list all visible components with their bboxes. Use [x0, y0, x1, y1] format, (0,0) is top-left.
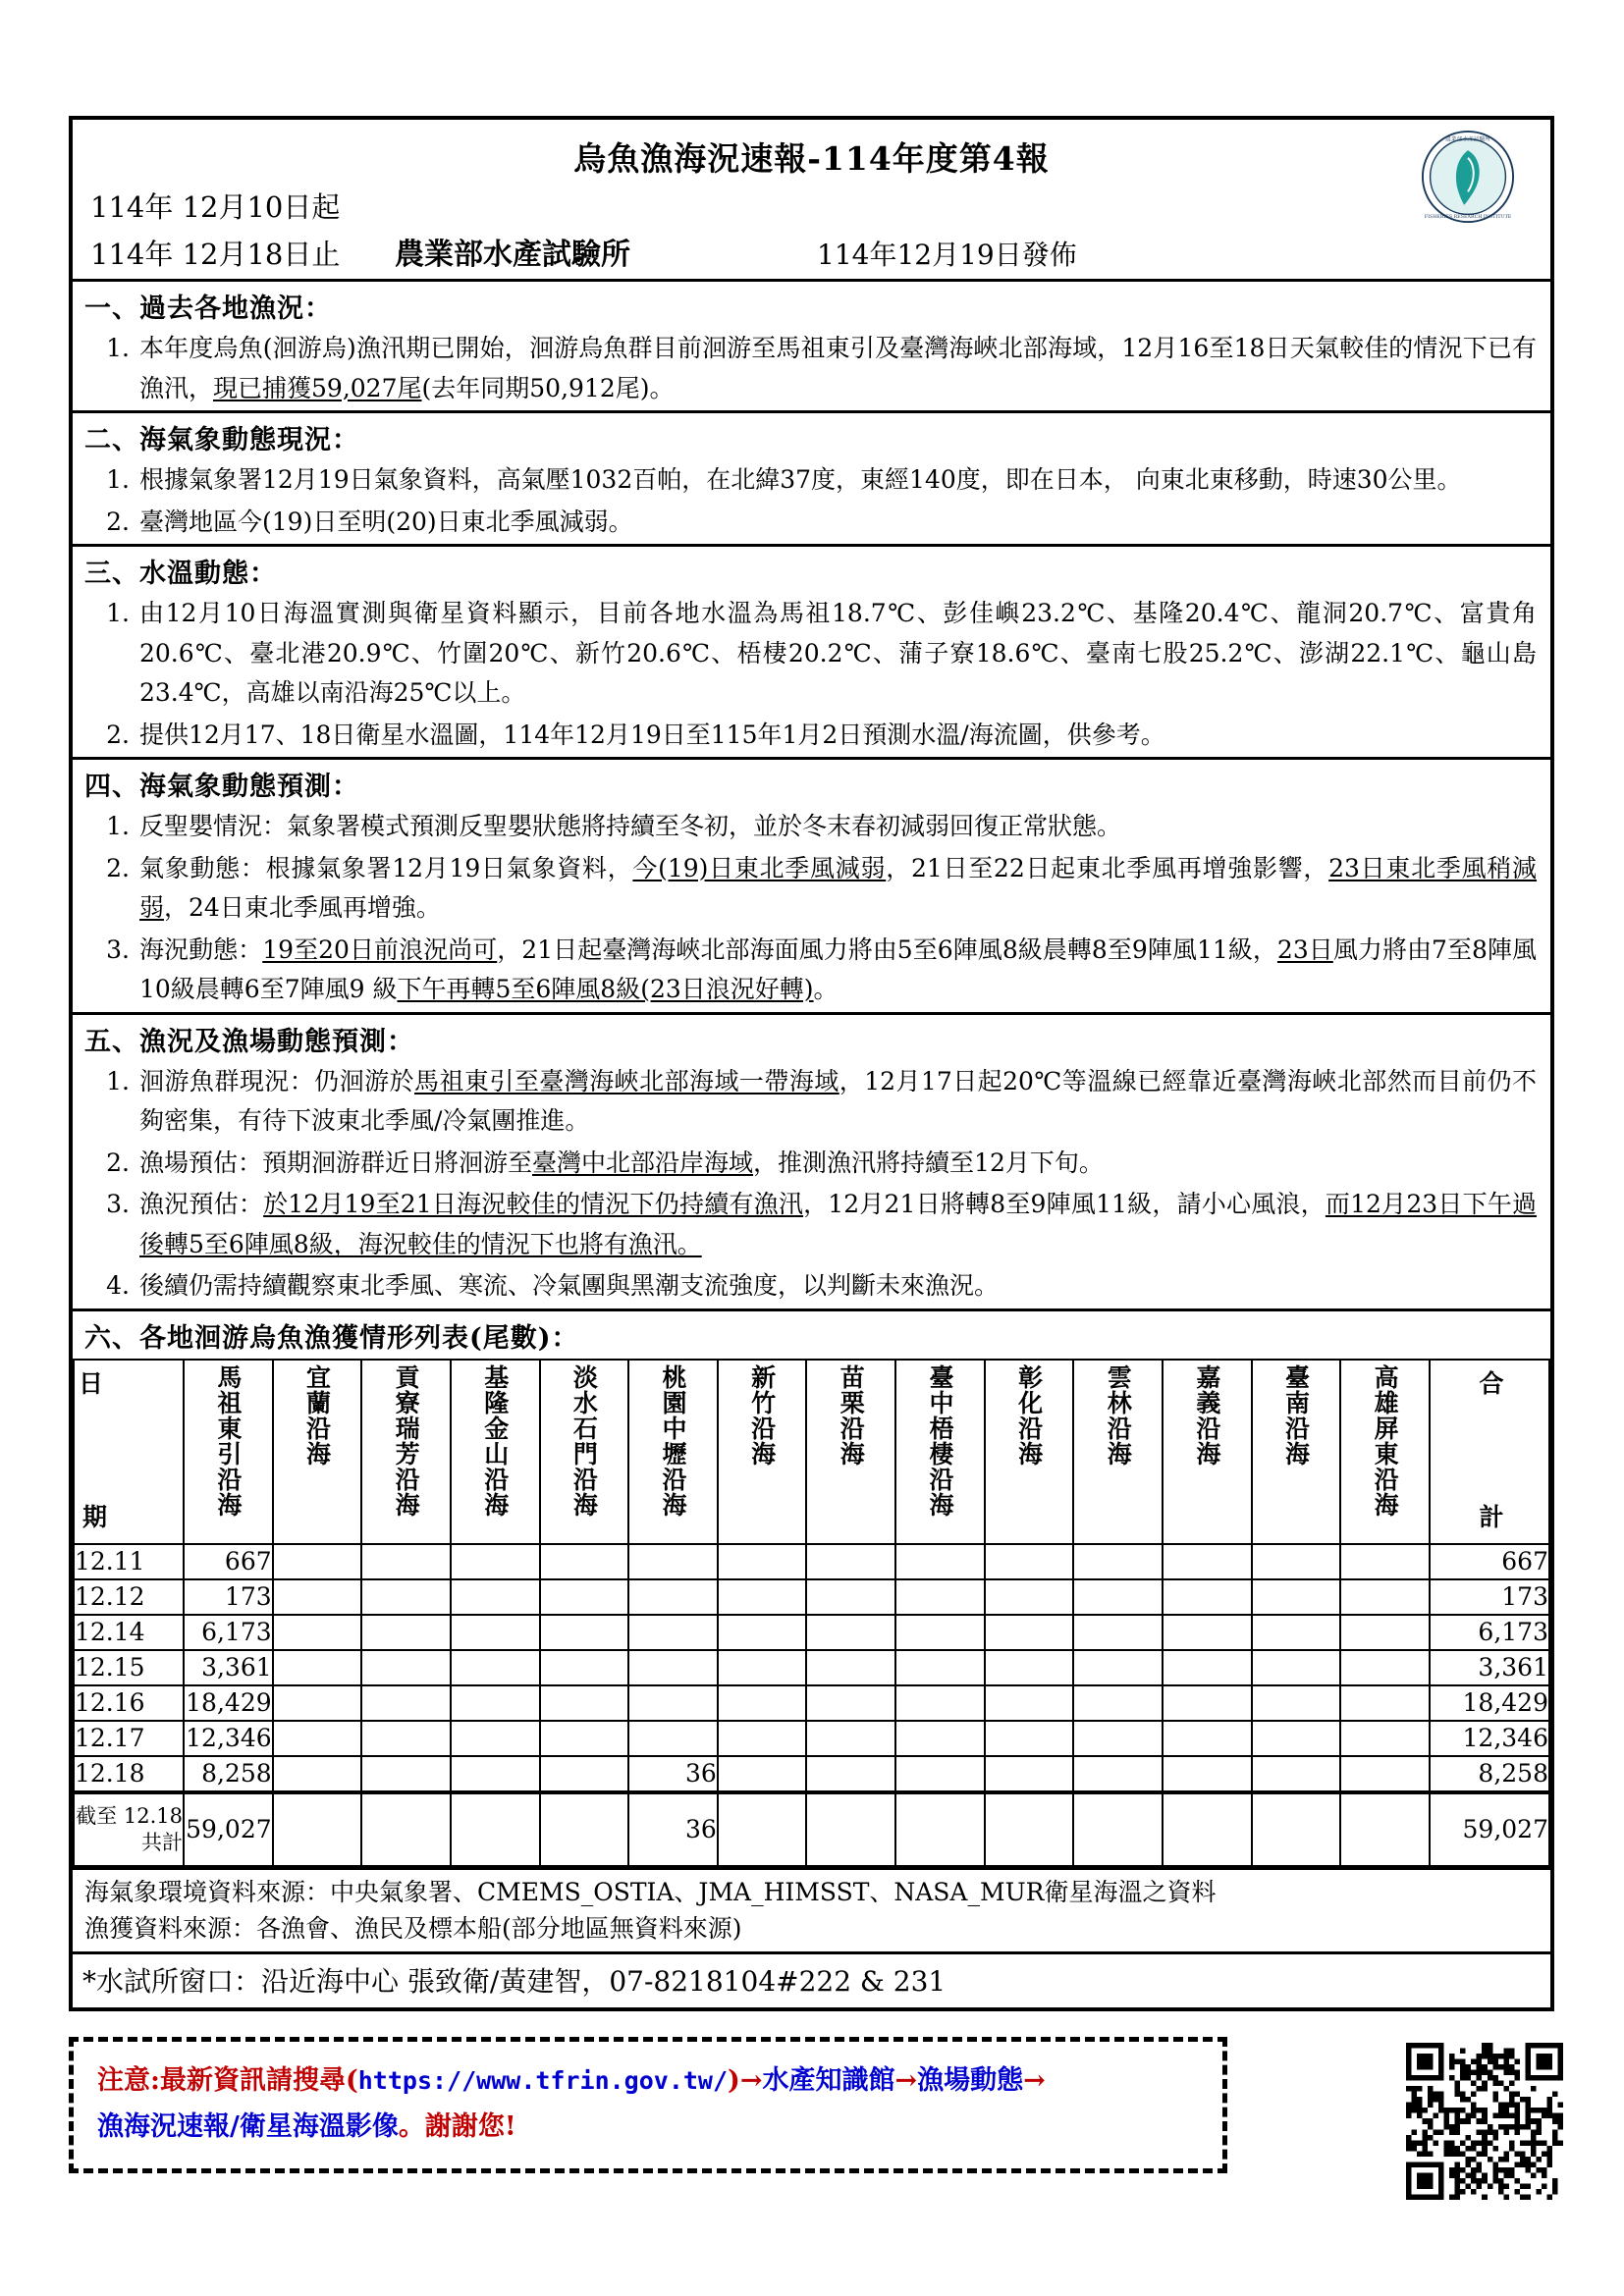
column-header — [184, 1360, 273, 1544]
table-row — [74, 1756, 1549, 1792]
catch-value: 3,361 — [184, 1650, 273, 1685]
row-total: 173 — [1430, 1579, 1549, 1615]
item-number: 2. — [106, 507, 130, 536]
catch-value — [895, 1544, 985, 1579]
column-header-label: 桃園中壢沿海 — [659, 1363, 688, 1518]
catch-value — [1340, 1615, 1430, 1650]
catch-value — [1340, 1544, 1430, 1579]
item-text-emphasis: 於12月19至21日海況較佳的情況下仍持續有漁汛 — [263, 1190, 804, 1218]
item-text-part: 洄游魚群現況：仍洄游於 — [139, 1066, 415, 1095]
section-item — [73, 716, 1550, 758]
date-header-bottom: 期 — [82, 1502, 108, 1531]
catch-value — [806, 1615, 895, 1650]
date-to: 114年 12月18日止 — [90, 238, 341, 271]
item-text-part: 海況動態： — [139, 934, 263, 964]
catch-value — [1073, 1579, 1163, 1615]
source-line-2: 漁獲資料來源：各漁會、漁民及標本船(部分地區無資料來源) — [84, 1914, 742, 1943]
catch-value — [895, 1721, 985, 1756]
item-text-part: 風力將由7至8陣風10級晨轉6至7陣風9 級 — [139, 934, 1538, 1003]
column-header — [451, 1360, 540, 1544]
item-text-part: ，12月21日將轉8至9陣風11級，請小心風浪， — [803, 1190, 1326, 1218]
catch-value — [540, 1721, 629, 1756]
catch-value — [1073, 1650, 1163, 1685]
summary-value — [718, 1792, 807, 1866]
row-total: 12,346 — [1430, 1721, 1549, 1756]
item-text-emphasis: 下午再轉5至6陣風8級(23日浪況好轉) — [397, 975, 814, 1003]
catch-value — [628, 1615, 718, 1650]
catch-value — [1252, 1721, 1341, 1756]
item-text — [139, 503, 1537, 543]
item-number: 1. — [106, 334, 130, 362]
summary-value — [1252, 1792, 1341, 1866]
catch-table-heading: 六、各地洄游烏魚漁獲情形列表(尾數)： — [84, 1322, 579, 1354]
item-text-part: 後續仍需持續觀察東北季風、寒流、冷氣團與黑潮支流強度，以判斷未來漁況。 — [139, 1271, 1000, 1300]
item-text-part: ，推測漁汛將持續至12月下旬。 — [753, 1148, 1104, 1177]
table-row — [74, 1579, 1549, 1615]
catch-value — [806, 1721, 895, 1756]
item-text-part: 漁場預估：預期洄游群近日將洄游至 — [139, 1148, 533, 1177]
row-total: 8,258 — [1430, 1756, 1549, 1792]
item-text — [139, 594, 1537, 714]
contact-line: *水試所窗口：沿近海中心 張致衛/黃建智，07-8218104#222 & 231 — [73, 1951, 1550, 2007]
catch-value — [895, 1650, 985, 1685]
item-text-emphasis: 23日東北季風稍減弱 — [139, 853, 1538, 922]
total-header-top: 合 — [1479, 1368, 1504, 1398]
column-header-label: 新竹沿海 — [747, 1363, 777, 1467]
catch-value — [985, 1685, 1074, 1721]
notice-prefix: 注意:最新資訊請搜尋( — [97, 2065, 358, 2096]
item-text-emphasis: 現已捕獲59,027尾 — [213, 373, 422, 402]
catch-value — [361, 1650, 451, 1685]
item-text — [139, 1062, 1537, 1142]
row-total: 6,173 — [1430, 1615, 1549, 1650]
summary-value: 36 — [628, 1792, 718, 1866]
table-row — [74, 1650, 1549, 1685]
item-number: 3. — [106, 1190, 130, 1218]
catch-value — [1252, 1579, 1341, 1615]
item-text-emphasis: 馬祖東引至臺灣海峽北部海域一帶海域 — [414, 1066, 839, 1095]
column-header-label: 臺南沿海 — [1281, 1363, 1311, 1467]
summary-total: 59,027 — [1430, 1792, 1549, 1866]
item-text-part: 臺灣地區今(19)日至明(20)日東北季風減弱。 — [139, 507, 633, 536]
qr-code[interactable] — [1406, 2043, 1563, 2200]
catch-value — [1252, 1544, 1341, 1579]
item-text — [139, 807, 1537, 847]
row-date: 12.17 — [74, 1721, 184, 1756]
row-total: 3,361 — [1430, 1650, 1549, 1685]
catch-value — [718, 1721, 807, 1756]
item-text-part: 。 — [813, 975, 839, 1003]
issued-date: 114年12月19日發佈 — [817, 239, 1077, 271]
catch-value — [540, 1615, 629, 1650]
catch-value — [1340, 1721, 1430, 1756]
item-text-part: ，21日起臺灣海峽北部海面風力將由5至6陣風8級晨轉8至9陣風11級， — [497, 934, 1277, 964]
catch-value — [1163, 1544, 1252, 1579]
catch-value: 8,258 — [184, 1756, 273, 1792]
catch-value — [361, 1721, 451, 1756]
section-heading: 二、海氣象動態現況： — [84, 425, 359, 455]
catch-value — [718, 1544, 807, 1579]
date-from: 114年 12月10日起 — [90, 190, 341, 224]
catch-value — [1163, 1721, 1252, 1756]
row-date: 12.11 — [74, 1544, 184, 1579]
summary-value — [895, 1792, 985, 1866]
fisheries-research-institute-logo — [1421, 130, 1515, 224]
item-number: 1. — [106, 465, 130, 494]
item-text-emphasis: 而12月23日下午過後轉5至6陣風8級，海況較佳的情況下也將有漁汛。 — [139, 1190, 1538, 1258]
catch-value — [895, 1615, 985, 1650]
item-text-part: ，24日東北季風再增強。 — [164, 893, 441, 922]
catch-value — [1163, 1650, 1252, 1685]
catch-value — [540, 1650, 629, 1685]
section-item — [73, 460, 1550, 503]
data-sources — [73, 1867, 1550, 1951]
catch-value — [451, 1615, 540, 1650]
summary-value — [985, 1792, 1074, 1866]
item-text-emphasis: 23日 — [1276, 934, 1333, 964]
catch-value: 36 — [628, 1756, 718, 1792]
catch-table — [73, 1359, 1550, 1867]
row-total: 667 — [1430, 1544, 1549, 1579]
report-sections — [73, 282, 1550, 1308]
summary-value — [361, 1792, 451, 1866]
notice-url[interactable]: https://www.tfrin.gov.tw/ — [357, 2066, 729, 2095]
catch-value — [361, 1615, 451, 1650]
column-header-label: 馬祖東引沿海 — [213, 1363, 243, 1518]
column-header-label: 宜蘭沿海 — [302, 1363, 332, 1467]
item-text — [139, 1185, 1537, 1264]
section-item — [73, 1144, 1550, 1186]
section-item — [73, 849, 1550, 931]
catch-value — [1163, 1685, 1252, 1721]
notice-after-url: ) — [728, 2065, 740, 2096]
column-header-label: 彰化沿海 — [1014, 1363, 1044, 1467]
column-header — [1340, 1360, 1430, 1544]
column-header — [1073, 1360, 1163, 1544]
summary-value — [451, 1792, 540, 1866]
item-text-part: (去年同期50,912尾)。 — [421, 373, 675, 402]
column-header-label: 淡水石門沿海 — [569, 1363, 599, 1518]
column-header-label: 基隆金山沿海 — [480, 1363, 510, 1518]
section-item — [73, 503, 1550, 545]
catch-value — [273, 1579, 362, 1615]
date-header-top: 日 — [79, 1368, 104, 1398]
catch-value — [451, 1756, 540, 1792]
catch-value: 12,346 — [184, 1721, 273, 1756]
summary-label — [74, 1792, 184, 1866]
catch-value — [985, 1721, 1074, 1756]
item-text — [139, 1144, 1537, 1184]
catch-value — [1073, 1544, 1163, 1579]
item-text-part: 反聖嬰情況：氣象署模式預測反聖嬰狀態將持續至冬初，並於冬末春初減弱回復正常狀態。 — [139, 812, 1122, 840]
catch-value: 6,173 — [184, 1615, 273, 1650]
catch-value — [1252, 1615, 1341, 1650]
catch-value — [451, 1685, 540, 1721]
item-text-part: ，21日至22日起東北季風再增強影響， — [886, 853, 1329, 882]
column-header — [540, 1360, 629, 1544]
section-item — [73, 931, 1550, 1012]
row-date: 12.12 — [74, 1579, 184, 1615]
page-title: 烏魚漁海況速報-114年度第4報 — [573, 139, 1050, 178]
catch-value — [540, 1544, 629, 1579]
column-header-label: 雲林沿海 — [1104, 1363, 1133, 1467]
column-header-label: 嘉義沿海 — [1192, 1363, 1221, 1467]
catch-value — [273, 1615, 362, 1650]
catch-value — [273, 1685, 362, 1721]
catch-value — [1163, 1615, 1252, 1650]
row-date: 12.15 — [74, 1650, 184, 1685]
notice-arrow-1: → — [739, 2065, 763, 2096]
item-number: 1. — [106, 812, 130, 840]
notice-nav-3[interactable]: 漁海況速報/衛星海溫影像 — [97, 2111, 399, 2143]
item-text-part: 提供12月17、18日衛星水溫圖，114年12月19日至115年1月2日預測水溫/海流圖，供參考。 — [139, 720, 1165, 749]
item-text-emphasis: 臺灣中北部沿岸海域 — [532, 1148, 754, 1177]
column-header — [628, 1360, 718, 1544]
notice-line-2 — [97, 2104, 1207, 2150]
svg-text:FISHERIES RESEARCH INSTITUTE: FISHERIES RESEARCH INSTITUTE — [1424, 215, 1512, 221]
row-date: 12.14 — [74, 1615, 184, 1650]
section-heading: 五、漁況及漁場動態預測： — [84, 1026, 414, 1057]
catch-value — [540, 1756, 629, 1792]
catch-value — [895, 1685, 985, 1721]
catch-value — [1073, 1756, 1163, 1792]
catch-value — [628, 1721, 718, 1756]
catch-value — [985, 1544, 1074, 1579]
table-header-row — [74, 1360, 1549, 1544]
catch-value — [1252, 1756, 1341, 1792]
item-text-part: 漁況預估： — [139, 1190, 264, 1218]
catch-value — [718, 1615, 807, 1650]
table-row — [74, 1544, 1549, 1579]
column-header — [1252, 1360, 1341, 1544]
catch-table-section — [73, 1308, 1550, 2007]
report-section — [73, 410, 1550, 544]
item-text — [139, 716, 1537, 756]
column-header-total — [1430, 1360, 1549, 1544]
column-header-label: 高雄屏東沿海 — [1371, 1363, 1400, 1518]
catch-value — [1163, 1756, 1252, 1792]
summary-value — [1340, 1792, 1430, 1866]
catch-value — [273, 1650, 362, 1685]
catch-value — [895, 1579, 985, 1615]
catch-value — [361, 1544, 451, 1579]
catch-value — [718, 1756, 807, 1792]
summary-value — [806, 1792, 895, 1866]
catch-value — [540, 1685, 629, 1721]
catch-value — [1073, 1615, 1163, 1650]
catch-value — [1340, 1650, 1430, 1685]
summary-label-line-1: 截至 12.18 — [76, 1804, 183, 1829]
section-item — [73, 1062, 1550, 1144]
catch-value — [1340, 1685, 1430, 1721]
notice-arrow-2: → — [894, 2065, 918, 2096]
row-date: 12.18 — [74, 1756, 184, 1792]
report-section — [73, 757, 1550, 1012]
catch-value — [628, 1579, 718, 1615]
item-number: 2. — [106, 1148, 130, 1177]
item-text-part: 本年度烏魚(洄游烏)漁汛期已開始，洄游烏魚群目前洄游至馬祖東引及臺灣海峽北部海域，12月16至18日天氣較佳的情況下已有漁汛， — [139, 334, 1537, 402]
column-header-label: 臺中梧棲沿海 — [925, 1363, 954, 1518]
section-item — [73, 1185, 1550, 1266]
catch-value — [806, 1756, 895, 1792]
catch-value — [1252, 1650, 1341, 1685]
table-row — [74, 1615, 1549, 1650]
section-item — [73, 329, 1550, 410]
column-header — [895, 1360, 985, 1544]
catch-value — [895, 1756, 985, 1792]
section-heading: 三、水溫動態： — [84, 559, 277, 589]
column-header — [273, 1360, 362, 1544]
column-header — [985, 1360, 1074, 1544]
summary-value: 59,027 — [184, 1792, 273, 1866]
column-header — [361, 1360, 451, 1544]
svg-text:農業部水產試驗所: 農業部水產試驗所 — [1445, 136, 1490, 143]
column-header — [718, 1360, 807, 1544]
catch-value — [628, 1650, 718, 1685]
catch-value — [1340, 1756, 1430, 1792]
column-header-label: 貢寮瑞芳沿海 — [392, 1363, 421, 1518]
catch-value — [1073, 1685, 1163, 1721]
notice-nav-1[interactable]: 水產知識館 — [762, 2065, 895, 2096]
catch-value — [806, 1544, 895, 1579]
notice-box — [69, 2037, 1227, 2173]
catch-value — [806, 1579, 895, 1615]
catch-value — [451, 1650, 540, 1685]
catch-value — [1073, 1721, 1163, 1756]
catch-value — [1340, 1579, 1430, 1615]
catch-value — [540, 1579, 629, 1615]
catch-value — [273, 1756, 362, 1792]
publisher: 農業部水產試驗所 — [395, 238, 630, 272]
table-row — [74, 1721, 1549, 1756]
notice-nav-2[interactable]: 漁場動態 — [917, 2065, 1024, 2096]
item-text — [139, 329, 1537, 408]
item-text — [139, 1266, 1537, 1307]
summary-value — [540, 1792, 629, 1866]
table-row — [74, 1685, 1549, 1721]
item-number: 1. — [106, 599, 130, 627]
item-number: 2. — [106, 853, 130, 882]
item-number: 4. — [106, 1271, 130, 1300]
item-text-part: 由12月10日海溫實測與衛星資料顯示，目前各地水溫為馬祖18.7℃、彭佳嶼23.2℃、基隆20.4℃、龍洞20.7℃、富貴角20.6℃、臺北港20.9℃、竹圍20℃、新竹20.6℃、梧棲20.2℃、蒲子寮18.6℃、臺南七股25.2℃、澎湖22.1℃、龜山島23.4℃，高雄以南沿海25℃以上。 — [139, 599, 1537, 707]
section-item — [73, 594, 1550, 716]
date-to-line — [73, 228, 1550, 275]
notice-arrow-3: → — [1023, 2065, 1046, 2096]
catch-value — [1252, 1685, 1341, 1721]
summary-value — [273, 1792, 362, 1866]
total-header-bottom: 計 — [1479, 1502, 1504, 1531]
catch-value: 667 — [184, 1544, 273, 1579]
catch-value — [628, 1544, 718, 1579]
catch-value — [985, 1756, 1074, 1792]
catch-value — [361, 1756, 451, 1792]
section-heading: 一、過去各地漁況： — [84, 294, 332, 324]
catch-value — [451, 1721, 540, 1756]
catch-value — [985, 1579, 1074, 1615]
section-item — [73, 1266, 1550, 1308]
column-header — [806, 1360, 895, 1544]
section-item — [73, 807, 1550, 849]
catch-value — [628, 1685, 718, 1721]
catch-value — [273, 1721, 362, 1756]
row-date: 12.16 — [74, 1685, 184, 1721]
column-header-label: 苗栗沿海 — [837, 1363, 866, 1467]
catch-value — [451, 1544, 540, 1579]
report-section — [73, 282, 1550, 410]
catch-value — [806, 1650, 895, 1685]
catch-value — [985, 1615, 1074, 1650]
summary-value — [1073, 1792, 1163, 1866]
document-header — [73, 120, 1550, 282]
report-section — [73, 544, 1550, 757]
item-text-emphasis: 今(19)日東北季風減弱 — [632, 853, 887, 882]
item-text-emphasis: 19至20日前浪況尚可 — [262, 934, 498, 964]
summary-value — [1163, 1792, 1252, 1866]
catch-value — [361, 1685, 451, 1721]
catch-value — [718, 1579, 807, 1615]
item-number: 3. — [106, 934, 130, 964]
item-text — [139, 849, 1537, 929]
row-total: 18,429 — [1430, 1685, 1549, 1721]
catch-value — [451, 1579, 540, 1615]
item-text-part: 氣象動態：根據氣象署12月19日氣象資料， — [139, 853, 633, 882]
item-number: 1. — [106, 1066, 130, 1095]
item-number: 2. — [106, 720, 130, 749]
catch-value — [985, 1650, 1074, 1685]
catch-value — [718, 1685, 807, 1721]
catch-value — [718, 1650, 807, 1685]
catch-value — [273, 1544, 362, 1579]
report-body — [69, 116, 1554, 2011]
catch-value: 173 — [184, 1579, 273, 1615]
column-header-date — [74, 1360, 184, 1544]
catch-value — [806, 1685, 895, 1721]
catch-value — [1163, 1579, 1252, 1615]
date-from-line — [73, 184, 1550, 228]
notice-line-1 — [97, 2057, 1207, 2104]
source-line-1: 海氣象環境資料來源：中央氣象署、CMEMS_OSTIA、JMA_HIMSST、NASA_MUR衛星海溫之資料 — [84, 1877, 1217, 1906]
summary-label-line-2: 共計 — [141, 1830, 183, 1854]
notice-thanks: 。謝謝您! — [398, 2111, 516, 2143]
item-text — [139, 460, 1537, 501]
item-text-part: 根據氣象署12月19日氣象資料，高氣壓1032百帕，在北緯37度，東經140度，即在日本， 向東北東移動，時速30公里。 — [139, 465, 1462, 494]
catch-value: 18,429 — [184, 1685, 273, 1721]
catch-value — [361, 1579, 451, 1615]
report-section — [73, 1012, 1550, 1308]
item-text-part: ，12月17日起20℃等溫線已經靠近臺灣海峽北部然而目前仍不夠密集，有待下波東北季風/冷氣團推進。 — [139, 1066, 1537, 1135]
item-text — [139, 931, 1537, 1010]
section-heading: 四、海氣象動態預測： — [84, 772, 359, 802]
table-summary-row — [74, 1792, 1549, 1866]
column-header — [1163, 1360, 1252, 1544]
